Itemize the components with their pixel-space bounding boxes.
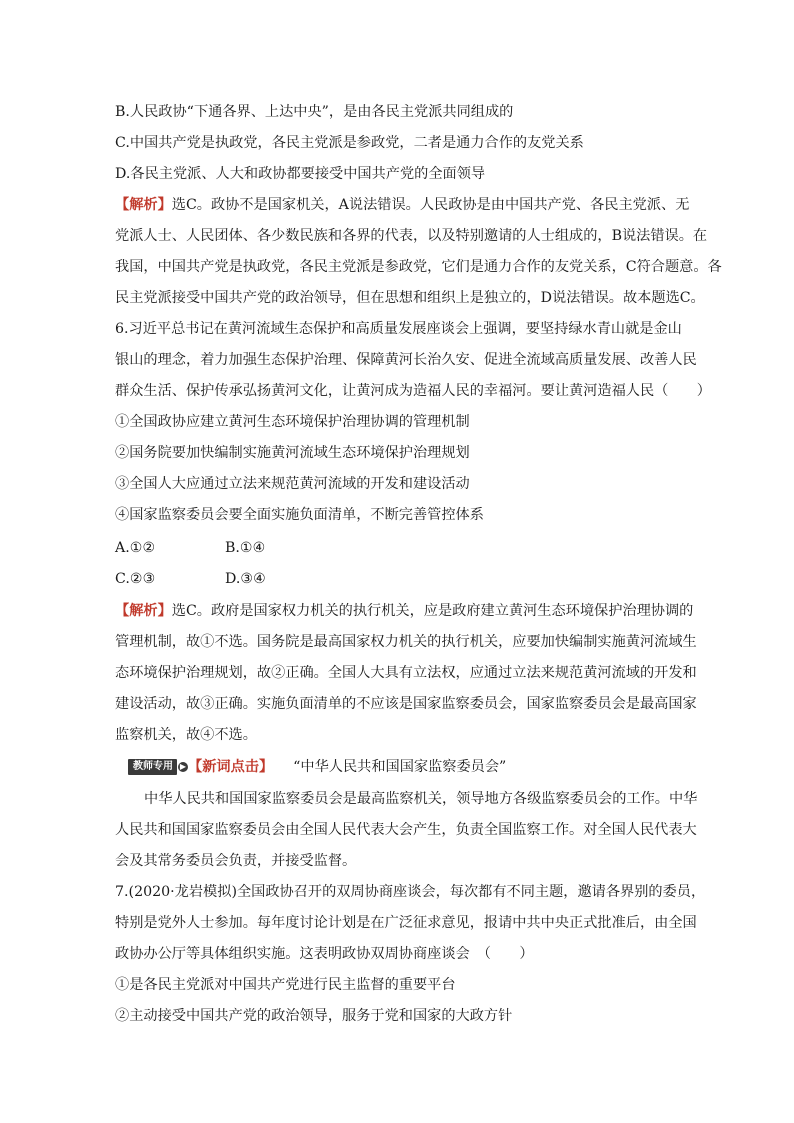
- q6-analysis-line-1: [115, 601, 694, 621]
- analysis-text: 选C。政协不是国家机关，A说法错误。人民政协是由中国共产党、各民主党派、无: [171, 197, 690, 213]
- q7-stem-line-2: 特别是党外人士参加。每年度讨论计划是在广泛征求意见，报请中共中央正式批准后，由全国: [115, 915, 697, 931]
- q6-stem-line-2: 银山的理念，着力加强生态保护治理、保障黄河长治久安、促进全流域高质量发展、改善人民: [115, 352, 697, 368]
- q6-option-b: B.①④: [225, 540, 266, 556]
- analysis-text: 选C。政府是国家权力机关的执行机关，应是政府建立黄河生态环境保护治理协调的: [171, 603, 694, 619]
- new-word-line-2: 人民共和国国家监察委员会由全国人民代表大会产生，负责全国监察工作。对全国人民代表大: [115, 822, 697, 838]
- q7-stem-line-3: 政协办公厅等具体组织实施。这表明政协双周协商座谈会 （ ）: [115, 946, 534, 962]
- new-word-heading: [128, 757, 688, 777]
- q6-options-row-2: [115, 569, 266, 589]
- q6-option-c: C.②③: [115, 571, 156, 587]
- q6-stem-line-1: 6.习近平总书记在黄河流域生态保护和高质量发展座谈会上强调，要坚持绿水青山就是金山: [115, 321, 682, 337]
- new-word-line-1: 中华人民共和国国家监察委员会是最高监察机关，领导地方各级监察委员会的工作。中华: [144, 791, 698, 807]
- q6-statement-2: ②国务院要加快编制实施黄河流域生态环境保护治理规划: [115, 445, 470, 461]
- new-word-title: “中华人民共和国国家监察委员会”: [293, 759, 507, 775]
- q6-analysis-line-2: 管理机制，故①不选。国务院是最高国家权力机关的执行机关，应要加快编制实施黄河流域生: [115, 634, 697, 650]
- play-arrow-icon: ▶: [179, 762, 187, 771]
- analysis-tag: 【解析】: [115, 603, 172, 619]
- q6-statement-4: ④国家监察委员会要全面实施负面清单，不断完善管控体系: [115, 507, 484, 523]
- q7-stem-line-1: 7.(2020·龙岩模拟)全国政协召开的双周协商座谈会，每次都有不同主题，邀请各界别的委员，: [115, 884, 706, 900]
- q7-statement-1: ①是各民主党派对中国共产党进行民主监督的重要平台: [115, 977, 456, 993]
- new-word-tag: 【新词点击】: [188, 759, 274, 775]
- q6-stem-line-3: 群众生活、保护传承弘扬黄河文化，让黄河成为造福人民的幸福河。要让黄河造福人民（ ）: [115, 383, 711, 399]
- q6-analysis-line-5: 监察机关，故④不选。: [115, 727, 257, 743]
- q5-option-c: C.中国共产党是执政党，各民主党派是参政党，二者是通力合作的友党关系: [115, 135, 584, 151]
- q6-option-a: A.①②: [115, 540, 156, 556]
- q5-analysis-line-3: 我国，中国共产党是执政党，各民主党派是参政党，它们是通力合作的友党关系，C符合题意。各: [115, 259, 722, 275]
- q6-analysis-line-3: 态环境保护治理规划，故②正确。全国人大具有立法权，应通过立法来规范黄河流域的开发和: [115, 665, 697, 681]
- new-word-line-3: 会及其常务委员会负责，并接受监督。: [115, 853, 357, 869]
- q7-statement-2: ②主动接受中国共产党的政治领导，服务于党和国家的大政方针: [115, 1008, 513, 1024]
- q5-analysis-line-1: [115, 195, 690, 215]
- q5-option-d: D.各民主党派、人大和政协都要接受中国共产党的全面领导: [115, 166, 486, 182]
- teacher-only-badge: 教师专用: [128, 759, 177, 775]
- q6-statement-1: ①全国政协应建立黄河生态环境保护治理协调的管理机制: [115, 414, 470, 430]
- q6-options-row-1: [115, 538, 266, 558]
- analysis-tag: 【解析】: [115, 197, 172, 213]
- q5-analysis-line-2: 党派人士、人民团体、各少数民族和各界的代表，以及特别邀请的人士组成的，B说法错误。在: [115, 228, 708, 244]
- q5-option-b: B.人民政协“下通各界、上达中央”，是由各民主党派共同组成的: [115, 104, 514, 120]
- q6-analysis-line-4: 建设活动，故③正确。实施负面清单的不应该是国家监察委员会，国家监察委员会是最高国家: [115, 696, 697, 712]
- q6-statement-3: ③全国人大应通过立法来规范黄河流域的开发和建设活动: [115, 476, 470, 492]
- q6-option-d: D.③④: [225, 571, 266, 587]
- q5-analysis-line-4: 民主党派接受中国共产党的政治领导，但在思想和组织上是独立的，D说法错误。故本题选C。: [115, 290, 705, 306]
